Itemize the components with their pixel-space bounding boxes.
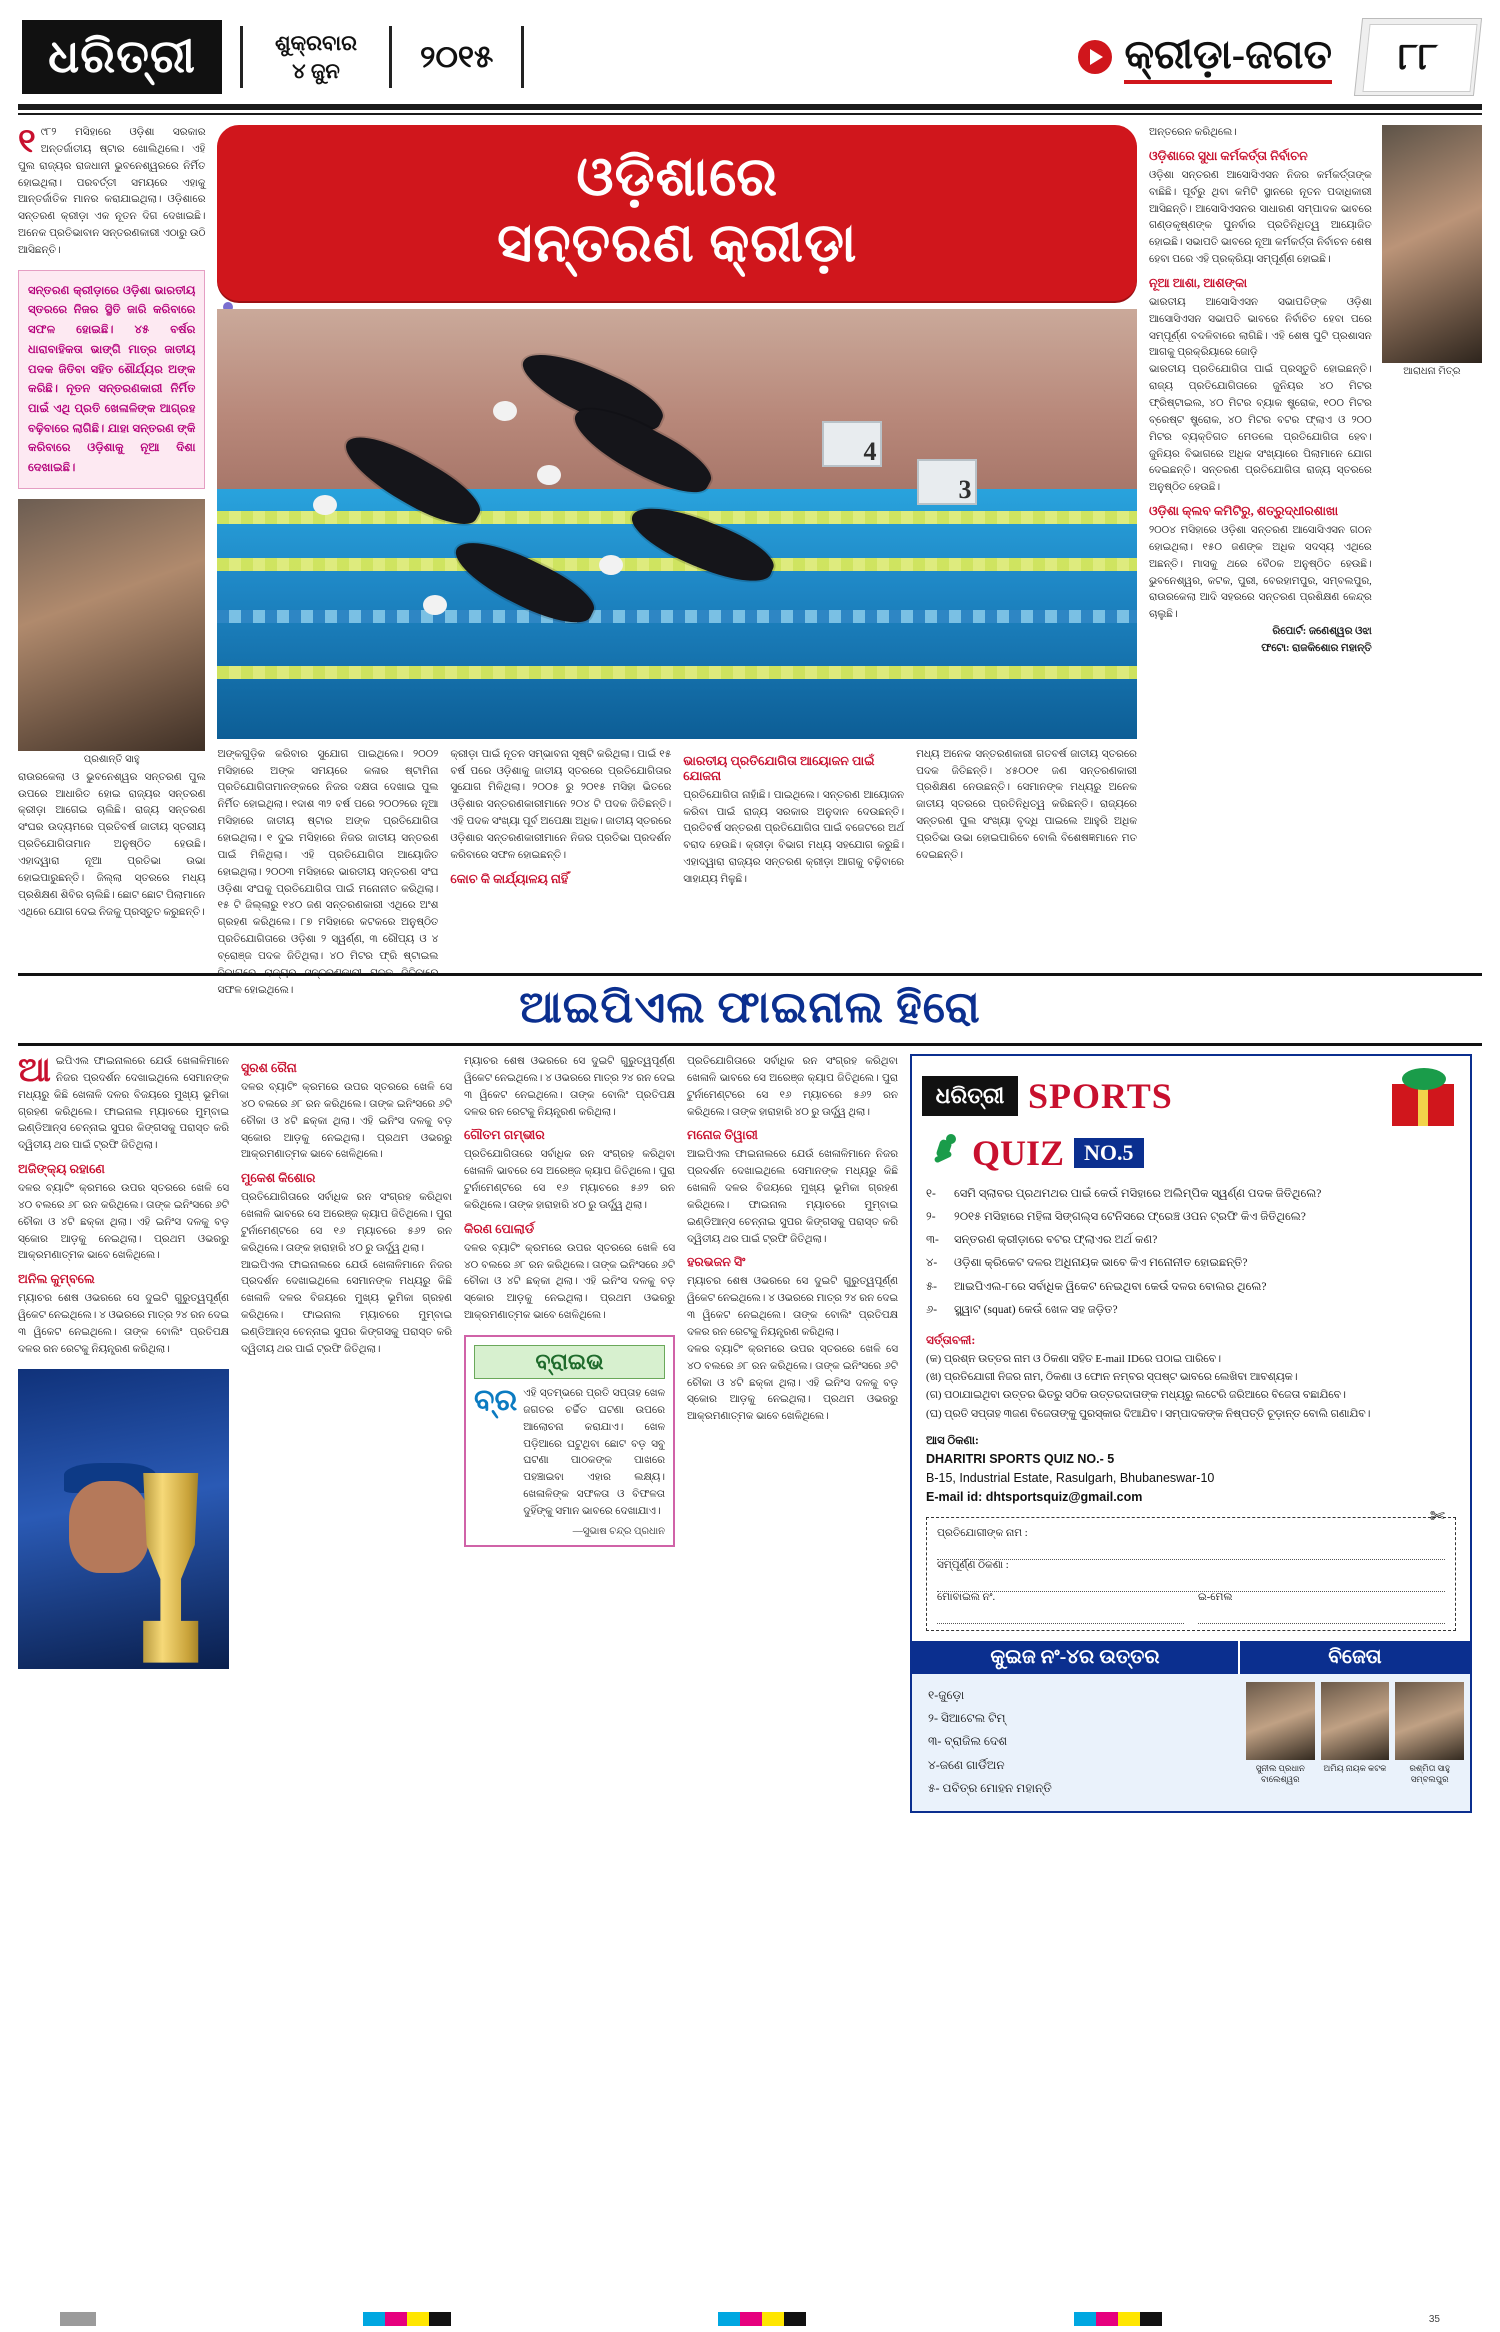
starting-block-number-3: 3: [958, 474, 972, 504]
masthead-divider-1: [240, 26, 243, 88]
brave-column-signature: —ସୁଭାଷ ଚନ୍ଦ୍ର ପ୍ରଧାନ: [572, 1525, 665, 1537]
coupon-label-email: ଇ-ମେଲ: [1198, 1591, 1233, 1603]
ipl-col-4-text-d: ଦଳର ବ୍ୟାଟିଂ କ୍ରମରେ ଉପର ସ୍ତରରେ ଖେଳି ସେ ୪୦ ବଲରେ ୬୮ ରନ କରିଥିଲେ। ତାଙ୍କ ଇନିଂସରେ ୬ଟି ଚୌକା ଓ ୪ଟି ଛକ୍କା ଥିଲା। ଏହି ଇନିଂସ ଦଳକୁ ବଡ଼ ସ୍କୋର ଆଡ଼କୁ ନେଇଥିଲା। ପ୍ରଥମ ଓଭରରୁ ଆକ୍ରମଣାତ୍ମକ ଭାବେ ଖେଳିଥିଲେ।: [687, 1343, 898, 1423]
ipl-col-4-text: ପ୍ରତିଯୋଗିତାରେ ସର୍ବାଧିକ ରନ ସଂଗ୍ରହ କରିଥିବା ଖେଳାଳି ଭାବରେ ସେ ଅରେଞ୍ଜ କ୍ୟାପ ଜିତିଥିଲେ। ପୁରା ଟୁର୍ନାମେଣ୍ଟରେ ସେ ୧୬ ମ୍ୟାଚରେ ୫୬୨ ରନ କରିଥିଲେ। ତାଙ୍କ ହାରାହାରି ୪୦ ରୁ ଊର୍ଦ୍ଧ୍ୱ ଥିଲା।: [687, 1056, 898, 1118]
ipl-subhead-5: ଗୌତମ ଗମ୍ଭୀର: [464, 1128, 545, 1143]
credit-reporter: ରିପୋର୍ଟ: ଜଣେଶ୍ୱର ଓଝା: [1272, 626, 1372, 638]
quiz-answers-area: [912, 1674, 1470, 1811]
quiz-rule-2: (ଖ) ପ୍ରତିଯୋଗୀ ନିଜର ନାମ, ଠିକଣା ଓ ଫୋନ ନମ୍ବର ସ୍ପଷ୍ଟ ଭାବରେ ଲେଖିବା ଆବଶ୍ୟକ।: [926, 1371, 1298, 1384]
coupon-input-name[interactable]: [937, 1540, 1445, 1560]
page-number: ୮୮: [1398, 36, 1438, 78]
winner-caption-row: [1246, 1763, 1464, 1785]
ipl-col-2-text-c: ଆଇପିଏଲ ଫାଇନାଲରେ ଯେଉଁ ଖେଳାଳିମାନେ ନିଜର ପ୍ରଦର୍ଶନ ଦେଖାଇଥିଲେ ସେମାନଙ୍କ ମଧ୍ୟରୁ କିଛି ଖେଳାଳି ଦଳର ବିଜୟରେ ମୁଖ୍ୟ ଭୂମିକା ଗ୍ରହଣ କରିଥିଲେ। ଫାଇନାଲ ମ୍ୟାଚରେ ମୁମ୍ବାଇ ଇଣ୍ଡିଆନ୍ସ ଚେନ୍ନାଇ ସୁପର କିଙ୍ଗସକୁ ପରାସ୍ତ କରି ଦ୍ୱିତୀୟ ଥର ପାଇଁ ଟ୍ରଫି ଜିତିଥିଲା।: [241, 1259, 452, 1355]
right-col-2: ଭାରତୀୟ ଆସୋସିଏସନ ସଭାପତିଙ୍କ ଓଡ଼ିଶା ଆସୋସିଏସନ ସଭାପତି ଭାବରେ ନିର୍ବାଚିତ ହେବା ପରେ ସମ୍ପୂର୍ଣ୍ଣ ବଦଳିବାରେ ଲାଗିଛି। ଏହି ଶେଷ ପୁଟି ପ୍ରଶାସନ ଆଗକୁ ପ୍ରକ୍ରିୟାରେ ଜୋଡ଼ି: [1148, 296, 1372, 359]
top-section: [18, 123, 1482, 996]
ipl-subhead-7: ମନୋଜ ତିୱାରୀ: [687, 1128, 758, 1143]
quiz-rules: [912, 1350, 1470, 1429]
ipl-col-2-text: ଦଳର ବ୍ୟାଟିଂ କ୍ରମରେ ଉପର ସ୍ତରରେ ଖେଳି ସେ ୪୦ ବଲରେ ୬୮ ରନ କରିଥିଲେ। ତାଙ୍କ ଇନିଂସରେ ୬ଟି ଚୌକା ଓ ୪ଟି ଛକ୍କା ଥିଲା। ଏହି ଇନିଂସ ଦଳକୁ ବଡ଼ ସ୍କୋର ଆଡ଼କୁ ନେଇଥିଲା। ପ୍ରଥମ ଓଭରରୁ ଆକ୍ରମଣାତ୍ମକ ଭାବେ ଖେଳିଥିଲେ।: [241, 1082, 452, 1161]
quiz-header: [912, 1056, 1470, 1132]
winner-caption-3: ରଶ୍ମିତା ସାହୁ ସମ୍ବଲପୁର: [1409, 1762, 1450, 1784]
ipl-subhead-6: କିରଣ ପୋଲାର୍ଡ: [464, 1221, 535, 1236]
quiz-question-text: ସ୍କ୍ୱାଟ (squat) କେଉଁ ଖେଳ ସହ ଜଡ଼ିତ?: [954, 1303, 1118, 1316]
quiz-address-line-1: DHARITRI SPORTS QUIZ NO.- 5: [926, 1452, 1115, 1467]
coupon-label-mobile: ମୋବାଇଲ ନଂ.: [937, 1591, 996, 1603]
winner-photo-row: [1246, 1682, 1464, 1760]
ipl-col-3-text-c: ଦଳର ବ୍ୟାଟିଂ କ୍ରମରେ ଉପର ସ୍ତରରେ ଖେଳି ସେ ୪୦ ବଲରେ ୬୮ ରନ କରିଥିଲେ। ତାଙ୍କ ଇନିଂସରେ ୬ଟି ଚୌକା ଓ ୪ଟି ଛକ୍କା ଥିଲା। ଏହି ଇନିଂସ ଦଳକୁ ବଡ଼ ସ୍କୋର ଆଡ଼କୁ ନେଇଥିଲା। ପ୍ରଥମ ଓଭରରୁ ଆକ୍ରମଣାତ୍ମକ ଭାବେ ଖେଳିଥିଲେ।: [464, 1242, 675, 1322]
brave-column-box: [464, 1335, 675, 1547]
quiz-answers-bar: [912, 1641, 1470, 1674]
quiz-answer-list: [912, 1674, 1240, 1811]
quiz-question: [926, 1184, 1456, 1204]
quiz-question-number: ୫-: [926, 1280, 938, 1293]
quiz-question-list: [912, 1180, 1470, 1331]
quiz-rule-4: (ଘ) ପ୍ରତି ସପ୍ତାହ ୩ଜଣ ବିଜେତାଙ୍କୁ ପୁରସ୍କାର ଦିଆଯିବ। ସମ୍ପାଦକଙ୍କ ନିଷ୍ପତ୍ତି ଚୂଡ଼ାନ୍ତ ବୋଲି ଗଣାଯିବ।: [926, 1407, 1371, 1420]
highlight-box: ସନ୍ତରଣ କ୍ରୀଡ଼ାରେ ଓଡ଼ିଶା ଭାରତୀୟ ସ୍ତରରେ ନିଜର ସ୍ଥିତି ଜାରି କରିବାରେ ସଫଳ ହୋଇଛି। ୪୫ ବର୍ଷର ଧାରାବାହିକତା ଭାଙ୍ଗି ମାତ୍ର ଜାତୀୟ ପଦକ ଜିତିବା ସହିତ ଶୌର୍ଯ୍ୟର ଅଙ୍କ କରିଛି। ନୂତନ ସନ୍ତରଣକାରୀ ନିର୍ମିତ ପାଇଁ ଏଥି ପ୍ରତି ଖେଳାଳିଙ୍କ ଆଗ୍ରହ ବଢ଼ିବାରେ ଲାଗିଛି। ଯାହା ସନ୍ତରଣ ଙ୍କି କରିବାରେ ଓଡ଼ିଶାକୁ ନୂଆ ଦିଶା ଦେଖାଇଛି।: [18, 270, 205, 489]
masthead-day: ଶୁକ୍ରବାର: [274, 30, 358, 55]
coupon-email-group: [1198, 1592, 1445, 1624]
right-col-4: ୨୦୦୪ ମସିହାରେ ଓଡ଼ିଶା ସନ୍ତରଣ ଆସୋସିଏସନ ଗଠନ ହୋଇଥିଲା। ୧୫୦ ଜଣଙ୍କ ଅଧିକ ସଦସ୍ୟ ଏଥିରେ ଅଛନ୍ତି। ମାସକୁ ଥରେ ବୈଠକ ଅନୁଷ୍ଠିତ ହେଉଛି। ଭୁବନେଶ୍ୱର, କଟକ, ପୁରୀ, ବେରହାମପୁର, ସମ୍ବଲପୁର, ରାଉରକେଲା ଆଦି ସହରରେ ସନ୍ତରଣ ପ୍ରଶିକ୍ଷଣ କେନ୍ଦ୍ର ଚାଲୁଛି।: [1148, 525, 1372, 621]
ipl-col-4-text-b: ଆଇପିଏଲ ଫାଇନାଲରେ ଯେଉଁ ଖେଳାଳିମାନେ ନିଜର ପ୍ରଦର୍ଶନ ଦେଖାଇଥିଲେ ସେମାନଙ୍କ ମଧ୍ୟରୁ କିଛି ଖେଳାଳି ଦଳର ବିଜୟରେ ମୁଖ୍ୟ ଭୂମିକା ଗ୍ରହଣ କରିଥିଲେ। ଫାଇନାଲ ମ୍ୟାଚରେ ମୁମ୍ବାଇ ଇଣ୍ଡିଆନ୍ସ ଚେନ୍ନାଇ ସୁପର କିଙ୍ଗସକୁ ପରାସ୍ତ କରି ଦ୍ୱିତୀୟ ଥର ପାଇଁ ଟ୍ରଫି ଜିତିଥିଲା।: [687, 1149, 898, 1245]
quiz-question: [926, 1230, 1456, 1250]
runner-icon: [928, 1134, 962, 1172]
mid-subhead-b: କୋଚ କି କାର୍ଯ୍ୟାଳୟ ନାହିଁ: [450, 871, 569, 886]
mid-col-2-wrap: [450, 747, 671, 1000]
left-column: [18, 125, 205, 963]
right-text-area: [1149, 125, 1372, 963]
coupon-input-email[interactable]: [1198, 1604, 1445, 1624]
banner-line-2: ସନ୍ତରଣ କ୍ରୀଡ଼ା: [497, 212, 858, 273]
cricketer-face: [69, 1481, 149, 1573]
right-lead: ଅନ୍ତରେନ କରିଥିଲେ।: [1148, 127, 1237, 138]
winner-caption-2: ଅମିୟ ନାୟକ କଟକ: [1323, 1762, 1387, 1773]
starting-block-4: [822, 421, 882, 467]
quiz-question: [926, 1300, 1456, 1320]
quiz-question-number: ୪-: [926, 1257, 938, 1270]
quiz-address-line-2: B-15, Industrial Estate, Rasulgarh, Bhubaneswar-10: [926, 1471, 1215, 1486]
scissors-icon: ✄: [1429, 1505, 1445, 1526]
ipl-subhead-3: ଅନିଲ କୁମ୍ବଲେ: [18, 1272, 95, 1287]
quiz-winners: [1240, 1674, 1470, 1811]
quiz-question: [926, 1253, 1456, 1273]
winner-photo-3: [1395, 1682, 1464, 1760]
lane-rope-3: [217, 610, 1136, 623]
mid-col-3: ପ୍ରତିଯୋଗିତା ନାହାଁଛି। ପାଇଥିଲେ। ସନ୍ତରଣ ଆୟୋଜନ କରିବା ପାଇଁ ରାଜ୍ୟ ସରକାର ଅନୁଦାନ ଦେଉଛନ୍ତି। ପ୍ରତିବର୍ଷ ସନ୍ତରଣ ପ୍ରତିଯୋଗିତା ପାଇଁ ବଜେଟରେ ଅର୍ଥ ବରାଦ ହେଉଛି। କ୍ରୀଡ଼ା ବିଭାଗ ମଧ୍ୟ ସହଯୋଗ କରୁଛି। ଏହାଦ୍ୱାରା ରାଜ୍ୟର ସନ୍ତରଣ କ୍ରୀଡ଼ା ଆଗକୁ ବଢ଼ିବାରେ ସାହାଯ୍ୟ ମିଳୁଛି।: [683, 789, 905, 885]
left-column-text: ରାଉରକେଲା ଓ ଭୁବନେଶ୍ୱର ସନ୍ତରଣ ପୁଲ ଉପରେ ଆଧାରିତ ହୋଇ ରାଜ୍ୟର ସନ୍ତରଣ କ୍ରୀଡ଼ା ଆଗେଇ ଚାଲିଛି। ରାଜ୍ୟ ସନ୍ତରଣ ସଂଘର ଉଦ୍ୟମରେ ପ୍ରତିବର୍ଷ ଜାତୀୟ ସ୍ତରୀୟ ପ୍ରତିଯୋଗିତାମାନ ଅନୁଷ୍ଠିତ ହେଉଛି। ଏହାଦ୍ୱାରା ନୂଆ ପ୍ରତିଭା ଉଭା ହୋଇପାରୁଛନ୍ତି। ଜିଲ୍ଲା ସ୍ତରରେ ମଧ୍ୟ ପ୍ରଶିକ୍ଷଣ ଶିବିର ଚାଲିଛି। ଛୋଟ ଛୋଟ ପିଲାମାନେ ଏଥିରେ ଯୋଗ ଦେଇ ନିଜକୁ ପ୍ରସ୍ତୁତ କରୁଛନ୍ତି।: [18, 771, 206, 918]
newspaper-logo: ଧରିତ୍ରୀ: [22, 20, 222, 94]
coupon-input-mobile[interactable]: [937, 1604, 1184, 1624]
quiz-question-number: ୩-: [926, 1234, 939, 1247]
quiz-answers-header: କୁଇଜ ନଂ-୪ର ଉତ୍ତର: [912, 1641, 1240, 1674]
ipl-col-1-text-c: ମ୍ୟାଚର ଶେଷ ଓଭରରେ ସେ ଦୁଇଟି ଗୁରୁତ୍ୱପୂର୍ଣ୍ଣ ୱିକେଟ ନେଇଥିଲେ। ୪ ଓଭରରେ ମାତ୍ର ୨୪ ରନ ଦେଇ ୩ ୱିକେଟ ନେଇଥିଲେ। ତାଙ୍କ ବୋଲିଂ ପ୍ରତିପକ୍ଷ ଦଳର ରନ ରେଟକୁ ନିୟନ୍ତ୍ରଣ କରିଥିଲା।: [18, 1293, 229, 1355]
quiz-answer-1: ୧-ଜୁଡ଼ୋ: [928, 1687, 965, 1702]
athlete-portrait-right: [1382, 125, 1482, 363]
quiz-answer-3: ୩- ବ୍ରାଜିଲ ଦେଶ: [928, 1734, 1008, 1749]
mid-col-1: ଅଙ୍କଗୁଡ଼ିକ କରିବାର ସୁଯୋଗ ପାଇଥିଲେ। ୨୦୦୨ ମସିହାରେ ଅଙ୍କ ସମୟରେ କଳାର ଷ୍ଟାମିନା ପ୍ରତିଯୋଗିତାମାନଙ୍କରେ ନିଜର ଦକ୍ଷତା ଦେଖାଇ ପୁଲ ନିର୍ମିତ ହୋଇଥିଲା। ୧ଦାଶ ୩୨ ବର୍ଷ ପରେ ୨୦୦୨ରେ ନୂଆ ମସିହାରେ ଜାତୀୟ ଷ୍ଟାର ଅଙ୍କ ପ୍ରତିଯୋଗିତା ହୋଇଥିଲା। ୧ ଦୁଇ ମସିହାରେ ନିଜର ଜାତୀୟ ସନ୍ତରଣ ପାଇଁ ମିଳିଥିଲା। ଏହି ପ୍ରତିଯୋଗିତା ଆୟୋଜିତ ହୋଇଥିଲା। ୨୦୦୩ ମସିହାରେ ଭାରତୀୟ ସନ୍ତରଣ ସଂଘ ଓଡ଼ିଶା ସଂଘକୁ ପ୍ରତିଯୋଗିତା ପାଇଁ ମନୋନୀତ କରିଥିଲା। ୧୫ ଟି ଜିଲ୍ଲାରୁ ୧୪୦ ଜଣ ସନ୍ତରଣକାରୀ ଏଥିରେ ଅଂଶ ଗ୍ରହଣ କରିଥିଲେ। ୮୭ ମସିହାରେ କଟକରେ ଅନୁଷ୍ଠିତ ପ୍ରତିଯୋଗିତାରେ ଓଡ଼ିଶା ୨ ସ୍ୱର୍ଣ୍ଣ, ୩ ରୌପ୍ୟ ଓ ୪ ବ୍ରୋଞ୍ଜ ପଦକ ଜିତିଥିଲା। ୪୦ ମିଟର ଫ୍ରି ଷ୍ଟାଇଲ ବିଭାଗରେ ରାଜ୍ୟର ସନ୍ତରଣକାରୀ ପଦକ ଜିତିବାରେ ସଫଳ ହୋଇଥିଲେ।: [217, 748, 439, 996]
starting-block-3: [917, 459, 977, 505]
athlete-portrait-left: [18, 499, 205, 751]
quiz-answer-4: ୪-ଜଣେ ଗାର୍ଡିଅନ: [928, 1757, 1005, 1772]
ipl-col-3-text: ମ୍ୟାଚର ଶେଷ ଓଭରରେ ସେ ଦୁଇଟି ଗୁରୁତ୍ୱପୂର୍ଣ୍ଣ ୱିକେଟ ନେଇଥିଲେ। ୪ ଓଭରରେ ମାତ୍ର ୨୪ ରନ ଦେଇ ୩ ୱିକେଟ ନେଇଥିଲେ। ତାଙ୍କ ବୋଲିଂ ପ୍ରତିପକ୍ଷ ଦଳର ରନ ରେଟକୁ ନିୟନ୍ତ୍ରଣ କରିଥିଲା।: [464, 1056, 675, 1118]
quiz-send-label: ଆସ ଠିକଣା:: [926, 1435, 979, 1448]
masthead-rule-thin: [18, 113, 1482, 115]
masthead-divider-2: [389, 26, 392, 88]
middle-column: [217, 125, 1137, 996]
lane-rope-4: [217, 666, 1136, 679]
coupon-contact-row: [937, 1592, 1445, 1624]
quiz-word: QUIZ: [972, 1133, 1065, 1173]
quiz-question-text: ଆଇପିଏଲ-୮ରେ ସର୍ବାଧିକ ୱିକେଟ ନେଇଥିବା କେଉଁ ଦଳର ବୋଲର ଥିଲେ?: [954, 1280, 1267, 1293]
quiz-question-text: ଓଡ଼ିଶା କ୍ରିକେଟ ଦଳର ଅଧିନାୟକ ଭାବେ କିଏ ମନୋନୀତ ହୋଇଛନ୍ତି?: [954, 1257, 1248, 1270]
masthead-year: ୨୦୧୫: [420, 38, 494, 74]
quiz-subheader: [912, 1132, 1470, 1180]
quiz-question: [926, 1207, 1456, 1227]
main-swimming-photo: [217, 309, 1136, 739]
masthead-divider-3: [521, 26, 524, 88]
masthead-date: [261, 29, 371, 86]
credit-photographer: ଫଟୋ: ରାଜକିଶୋର ମହାନ୍ତି: [1261, 642, 1372, 654]
middle-text-columns: [217, 747, 1136, 1000]
ipl-col-4: [687, 1054, 898, 1813]
quiz-answer-2: ୨- ସିଆଟେଲ ଟିମ୍: [928, 1711, 1006, 1726]
ipl-subhead-1: ସୁରଶ ରୈନା: [241, 1061, 297, 1075]
ipl-headline: ଆଇପିଏଲ ଫାଇନାଲ ହିରୋ: [18, 973, 1482, 1046]
quiz-title: SPORTS: [1028, 1076, 1173, 1116]
mid-col-3-wrap: [683, 747, 904, 1000]
winner-photo-2: [1321, 1682, 1390, 1760]
brave-drop-initial: ବ୍ର: [474, 1383, 518, 1417]
ipl-col-1-text-b: ଦଳର ବ୍ୟାଟିଂ କ୍ରମରେ ଉପର ସ୍ତରରେ ଖେଳି ସେ ୪୦ ବଲରେ ୬୮ ରନ କରିଥିଲେ। ତାଙ୍କ ଇନିଂସରେ ୬ଟି ଚୌକା ଓ ୪ଟି ଛକ୍କା ଥିଲା। ଏହି ଇନିଂସ ଦଳକୁ ବଡ଼ ସ୍କୋର ଆଡ଼କୁ ନେଇଥିଲା। ପ୍ରଥମ ଓଭରରୁ ଆକ୍ରମଣାତ୍ମକ ଭାବେ ଖେଳିଥିଲେ।: [18, 1183, 229, 1262]
quiz-question-text: ସନ୍ତରଣ କ୍ରୀଡ଼ାରେ ବଟର ଫ୍ଲାଏର ଅର୍ଥ କଣ?: [954, 1234, 1158, 1247]
right-col-3: ଭାରତୀୟ ପ୍ରତିଯୋଗିତା ପାଇଁ ପ୍ରସ୍ତୁତି ହୋଇଛନ୍ତି। ରାଜ୍ୟ ପ୍ରତିଯୋଗିତାରେ ଜୁନିୟର ୪୦ ମିଟର ଫ୍ରିଷ୍ଟାଇଲ, ୪୦ ମିଟର ବ୍ୟାକ ଷ୍ଟ୍ରୋକ, ୧୦୦ ମିଟର ବ୍ରେଷ୍ଟ ଷ୍ଟ୍ରୋକ, ୪୦ ମିଟର ବଟର ଫ୍ଲାଏ ଓ ୨୦୦ ମିଟର ବ୍ୟକ୍ତିଗତ ମେଡଲେ ପ୍ରତିଯୋଗିତା ହେବ। ଜୁନିୟର ବିଭାଗରେ ଅଧିକ ସଂଖ୍ୟାରେ ପିଲାମାନେ ଯୋଗ ଦେଇଛନ୍ତି। ସନ୍ତରଣ ପ୍ରତିଯୋଗିତା ରାଜ୍ୟ ସ୍ତରରେ ଅନୁଷ୍ଠିତ ହେଉଛି।: [1148, 364, 1372, 494]
quiz-address-block: [912, 1429, 1470, 1515]
quiz-rule-1: (କ) ପ୍ରଶ୍ନ ଉତ୍ତର ନାମ ଓ ଠିକଣା ସହିତ E-mail IDରେ ପଠାଇ ପାରିବେ।: [926, 1352, 1221, 1365]
lead-paragraph: ୧୯୮୨ ମସିହାରେ ଓଡ଼ିଶା ସରକାର ଅନ୍ତର୍ଜାତୀୟ ଷ୍ଟାର ଖୋଲିଥିଲେ। ଏହି ପୁଲ ରାଜ୍ୟର ରାଜଧାନୀ ଭୁବନେଶ୍ୱରରେ ନିର୍ମିତ ହୋଇଥିଲା। ପରବର୍ତ୍ତୀ ସମୟରେ ଏହାକୁ ଆନ୍ତର୍ଜାତିକ ମାନର କରାଯାଇଥିଲା। ଓଡ଼ିଶାରେ ସନ୍ତରଣ କ୍ରୀଡ଼ା ଏକ ନୂତନ ଦିଗ ଦେଖାଇଛି। ଅନେକ ପ୍ରତିଭାବାନ ସନ୍ତରଣକାରୀ ଏଠାରୁ ଉଠି ଆସିଛନ୍ତି।: [18, 123, 206, 256]
quiz-question-text: ସେମି ସ୍ଲାବର ପ୍ରଥମଥର ପାଇଁ କେଉଁ ମସିହାରେ ଅଲିମ୍ପିକ ସ୍ୱର୍ଣ୍ଣ ପଦକ ଜିତିଥିଲେ?: [954, 1188, 1322, 1200]
starting-block-number-4: 4: [863, 436, 877, 466]
coupon-mobile-group: [937, 1592, 1184, 1624]
quiz-number-badge: NO.5: [1074, 1138, 1144, 1168]
ipl-subhead-2: ଅଜିଙ୍କ୍ୟ ରହାଣେ: [18, 1162, 105, 1177]
coupon-label-address: ସମ୍ପୂର୍ଣ୍ଣ ଠିକଣା :: [937, 1559, 1009, 1571]
ipl-col-2: [241, 1054, 452, 1813]
lane-rope-2: [217, 558, 1136, 571]
sports-quiz-panel: [910, 1054, 1472, 1813]
quiz-rule-3: (ଗ) ପଠାଯାଇଥିବା ଉତ୍ତର ଭିତରୁ ସଠିକ ଉତ୍ତରଦାତାଙ୍କ ମଧ୍ୟରୁ ଲଟେରି ଜରିଆରେ ବିଜେତା ବଛାଯିବେ।: [926, 1389, 1346, 1402]
quiz-question: [926, 1277, 1456, 1297]
quiz-winners-header: ବିଜେତା: [1240, 1641, 1470, 1674]
section-title-group: [1078, 31, 1332, 84]
right-subhead-b: ନୂଆ ଆଶା, ଆଶଙ୍କା: [1148, 275, 1248, 290]
masthead: [18, 14, 1482, 100]
feature-banner: [217, 125, 1136, 301]
quiz-question-number: ୨-: [926, 1211, 936, 1224]
mid-col-2: କ୍ରୀଡ଼ା ପାଇଁ ନୂତନ ସମ୍ଭାବନା ସୃଷ୍ଟି କରିଥିଲା। ପାଇଁ ୧୫ ବର୍ଷ ପରେ ଓଡ଼ିଶାକୁ ଜାତୀୟ ସ୍ତରରେ ପ୍ରତିଯୋଗିତାର ସୁଯୋଗ ମିଳିଥିଲା। ୨୦୦୫ ରୁ ୨୦୧୫ ମସିହା ଭିତରେ ଓଡ଼ିଶାର ସନ୍ତରଣକାରୀମାନେ ୨୦୪ ଟି ପଦକ ଜିତିଛନ୍ତି। ଏହି ପଦକ ସଂଖ୍ୟା ପୂର୍ବ ଅପେକ୍ଷା ଅଧିକ। ଜାତୀୟ ସ୍ତରରେ ଓଡ଼ିଶାର ସନ୍ତରଣକାରୀମାନେ ନିଜର ପ୍ରତିଭା ପ୍ରଦର୍ଶନ କରିବାରେ ସଫଳ ହୋଇଛନ୍ତି।: [450, 748, 672, 861]
coupon-input-address[interactable]: [937, 1572, 1445, 1592]
mid-subhead-a: ଭାରତୀୟ ପ୍ରତିଯୋଗିତା ଆୟୋଜନ ପାଇଁ ଯୋଜନା: [683, 753, 875, 783]
quiz-answer-5: ୫- ପବିତ୍ର ମୋହନ ମହାନ୍ତି: [928, 1781, 1052, 1796]
right-column: [1149, 125, 1482, 963]
masthead-rule-thick: [18, 104, 1482, 110]
ipl-trophy-photo: [18, 1369, 229, 1669]
play-triangle-icon: [1078, 40, 1112, 74]
winner-caption-1: ସୁନୀଲ ପ୍ରଧାନ ବାଲେଶ୍ୱର: [1255, 1762, 1305, 1784]
right-subhead-a: ଓଡ଼ିଶାରେ ସୁଧା କର୍ମକର୍ତ୍ତା ନିର୍ବାଚନ: [1148, 148, 1308, 163]
ipl-col-3-text-b: ପ୍ରତିଯୋଗିତାରେ ସର୍ବାଧିକ ରନ ସଂଗ୍ରହ କରିଥିବା ଖେଳାଳି ଭାବରେ ସେ ଅରେଞ୍ଜ କ୍ୟାପ ଜିତିଥିଲେ। ପୁରା ଟୁର୍ନାମେଣ୍ଟରେ ସେ ୧୬ ମ୍ୟାଚରେ ୫୬୨ ରନ କରିଥିଲେ। ତାଙ୍କ ହାରାହାରି ୪୦ ରୁ ଊର୍ଦ୍ଧ୍ୱ ଥିଲା।: [464, 1149, 675, 1211]
brave-column-title: ବ୍ରାଇଭ: [474, 1345, 665, 1379]
athlete-portrait-right-caption: ଆରାଧନା ମିତ୍ର: [1403, 366, 1461, 377]
ipl-article: [18, 1054, 898, 1813]
ipl-col-2-text-b: ପ୍ରତିଯୋଗିତାରେ ସର୍ବାଧିକ ରନ ସଂଗ୍ରହ କରିଥିବା ଖେଳାଳି ଭାବରେ ସେ ଅରେଞ୍ଜ କ୍ୟାପ ଜିତିଥିଲେ। ପୁରା ଟୁର୍ନାମେଣ୍ଟରେ ସେ ୧୬ ମ୍ୟାଚରେ ୫୬୨ ରନ କରିଥିଲେ। ତାଙ୍କ ହାରାହାରି ୪୦ ରୁ ଊର୍ଦ୍ଧ୍ୱ ଥିଲା।: [241, 1192, 452, 1254]
quiz-address-line-3: E-mail id: dhtsportsquiz@gmail.com: [926, 1489, 1143, 1504]
banner-line-1: ଓଡ଼ିଶାରେ: [576, 147, 779, 207]
coupon-label-name: ପ୍ରତିଯୋଗୀଙ୍କ ନାମ :: [937, 1527, 1028, 1539]
grey-patch-left: [60, 2312, 96, 2326]
right-subhead-c: ଓଡ଼ିଶା କ୍ଲବ କମିଟିରୁ, ଶତ୍ରୁଦ୍ଧୀରଶାଖା: [1148, 504, 1339, 519]
brave-column-text: ଏହି ସ୍ତମ୍ଭରେ ପ୍ରତି ସପ୍ତାହ ଖେଳ ଜଗତର ଚର୍ଚ୍ଚିତ ଘଟଣା ଉପରେ ଆଲୋଚନା କରାଯାଏ। ଖେଳ ପଡ଼ିଆରେ ଘଟୁଥିବା ଛୋଟ ବଡ଼ ସବୁ ଘଟଣା ପାଠକଙ୍କ ପାଖରେ ପହଞ୍ଚାଇବା ଏହାର ଲକ୍ଷ୍ୟ। ଖେଳାଳିଙ୍କ ସଫଳତା ଓ ବିଫଳତା ଦୁହିଁଙ୍କୁ ସମାନ ଭାବରେ ଦେଖାଯାଏ।: [523, 1387, 665, 1517]
color-bar-group-2: [718, 2312, 806, 2326]
quiz-question-text: ୨୦୧୫ ମସିହାରେ ମହିଳା ସିଙ୍ଗଲ୍ସ ଟେନିସରେ ଫ୍ରେଞ୍ଚ ଓପନ ଟ୍ରଫି କିଏ ଜିତିଥିଲେ?: [954, 1211, 1306, 1224]
ipl-subhead-4: ମୁକେଶ କିଶୋର: [241, 1171, 316, 1186]
athlete-portrait-left-caption: ପ୍ରଶାନ୍ତି ସାହୁ: [83, 753, 140, 765]
ipl-subhead-8: ହରଭଜନ ସିଂ: [687, 1255, 746, 1270]
ipl-col-4-text-c: ମ୍ୟାଚର ଶେଷ ଓଭରରେ ସେ ଦୁଇଟି ଗୁରୁତ୍ୱପୂର୍ଣ୍ଣ ୱିକେଟ ନେଇଥିଲେ। ୪ ଓଭରରେ ମାତ୍ର ୨୪ ରନ ଦେଇ ୩ ୱିକେଟ ନେଇଥିଲେ। ତାଙ୍କ ବୋଲିଂ ପ୍ରତିପକ୍ଷ ଦଳର ରନ ରେଟକୁ ନିୟନ୍ତ୍ରଣ କରିଥିଲା।: [687, 1276, 898, 1338]
quiz-coupon[interactable]: [926, 1505, 1456, 1631]
print-registration-bars: [0, 2306, 1500, 2332]
right-col-1: ଓଡ଼ିଶା ସନ୍ତରଣ ଆସୋସିଏସନ ନିଜର କର୍ମକର୍ତ୍ତାଙ୍କ ବାଛିଛି। ପୂର୍ବରୁ ଥିବା କମିଟି ସ୍ଥାନରେ ନୂତନ ପଦାଧିକାରୀ ଆସିଛନ୍ତି। ଆସୋସିଏସନର ସାଧାରଣ ସମ୍ପାଦକ ଭାବରେ ଗଣ୍ଡକୃଷ୍ଣଙ୍କ ପୁନର୍ବାର ପ୍ରତିନିଧିତ୍ୱ ଆୟୋଜିତ ହୋଇଛି। ସଭାପତି ଭାବରେ ନୂଆ କର୍ମକର୍ତ୍ତା ନିର୍ବାଚନ ଶେଷ ହେବା ପରେ ଏହି ପ୍ରକ୍ରିୟା ସମ୍ପୂର୍ଣ୍ଣ ହୋଇଛି।: [1148, 169, 1372, 266]
footer-page-number: 35: [1428, 2313, 1440, 2325]
lower-section: [18, 1054, 1482, 1813]
quiz-question-number: ୧-: [926, 1188, 936, 1200]
color-bar-group-1: [363, 2312, 451, 2326]
gift-box-icon: [1388, 1064, 1460, 1128]
quiz-brand-logo: ଧରିତ୍ରୀ: [922, 1076, 1018, 1116]
winner-photo-1: [1246, 1682, 1315, 1760]
quiz-question-number: ୬-: [926, 1303, 938, 1316]
mid-col-4: ମଧ୍ୟ ଅନେକ ସନ୍ତରଣକାରୀ ଗତବର୍ଷ ଜାତୀୟ ସ୍ତରରେ ପଦକ ଜିତିଛନ୍ତି। ୪୫୦୦୧ ଜଣ ସନ୍ତରଣକାରୀ ପ୍ରଶିକ୍ଷଣ ନେଉଛନ୍ତି। ସେମାନଙ୍କ ମଧ୍ୟରୁ ଅନେକ ଜାତୀୟ ସ୍ତରରେ ପ୍ରତିନିଧିତ୍ୱ କରିଛନ୍ତି। ରାଜ୍ୟରେ ସନ୍ତରଣ ପୁଲ ସଂଖ୍ୟା ବୃଦ୍ଧି ପାଇଲେ ଆହୁରି ଅଧିକ ପ୍ରତିଭା ଉଭା ହୋଇପାରିବେ ବୋଲି ବିଶେଷଜ୍ଞମାନେ ମତ ଦେଇଛନ୍ତି।: [916, 748, 1137, 861]
color-bar-group-3: [1074, 2312, 1162, 2326]
quiz-rules-title: ସର୍ତ୍ତାବଳୀ:: [926, 1332, 976, 1347]
right-photo-area: [1382, 125, 1482, 963]
ipl-col-1-text: ଆଇପିଏଲ ଫାଇନାଲରେ ଯେଉଁ ଖେଳାଳିମାନେ ନିଜର ପ୍ରଦର୍ଶନ ଦେଖାଇଥିଲେ ସେମାନଙ୍କ ମଧ୍ୟରୁ କିଛି ଖେଳାଳି ଦଳର ବିଜୟରେ ମୁଖ୍ୟ ଭୂମିକା ଗ୍ରହଣ କରିଥିଲେ। ଫାଇନାଲ ମ୍ୟାଚରେ ମୁମ୍ବାଇ ଇଣ୍ଡିଆନ୍ସ ଚେନ୍ନାଇ ସୁପର କିଙ୍ଗସକୁ ପରାସ୍ତ କରି ଦ୍ୱିତୀୟ ଥର ପାଇଁ ଟ୍ରଫି ଜିତିଥିଲା।: [18, 1052, 229, 1152]
masthead-date-value: ୪ ଜୁନ: [292, 59, 340, 83]
ipl-col-1: [18, 1054, 229, 1813]
brave-column-body: [474, 1383, 665, 1521]
page-number-badge: [1358, 18, 1478, 96]
ipl-col-3: [464, 1054, 675, 1813]
section-title: କ୍ରୀଡ଼ା-ଜଗତ: [1124, 31, 1332, 84]
